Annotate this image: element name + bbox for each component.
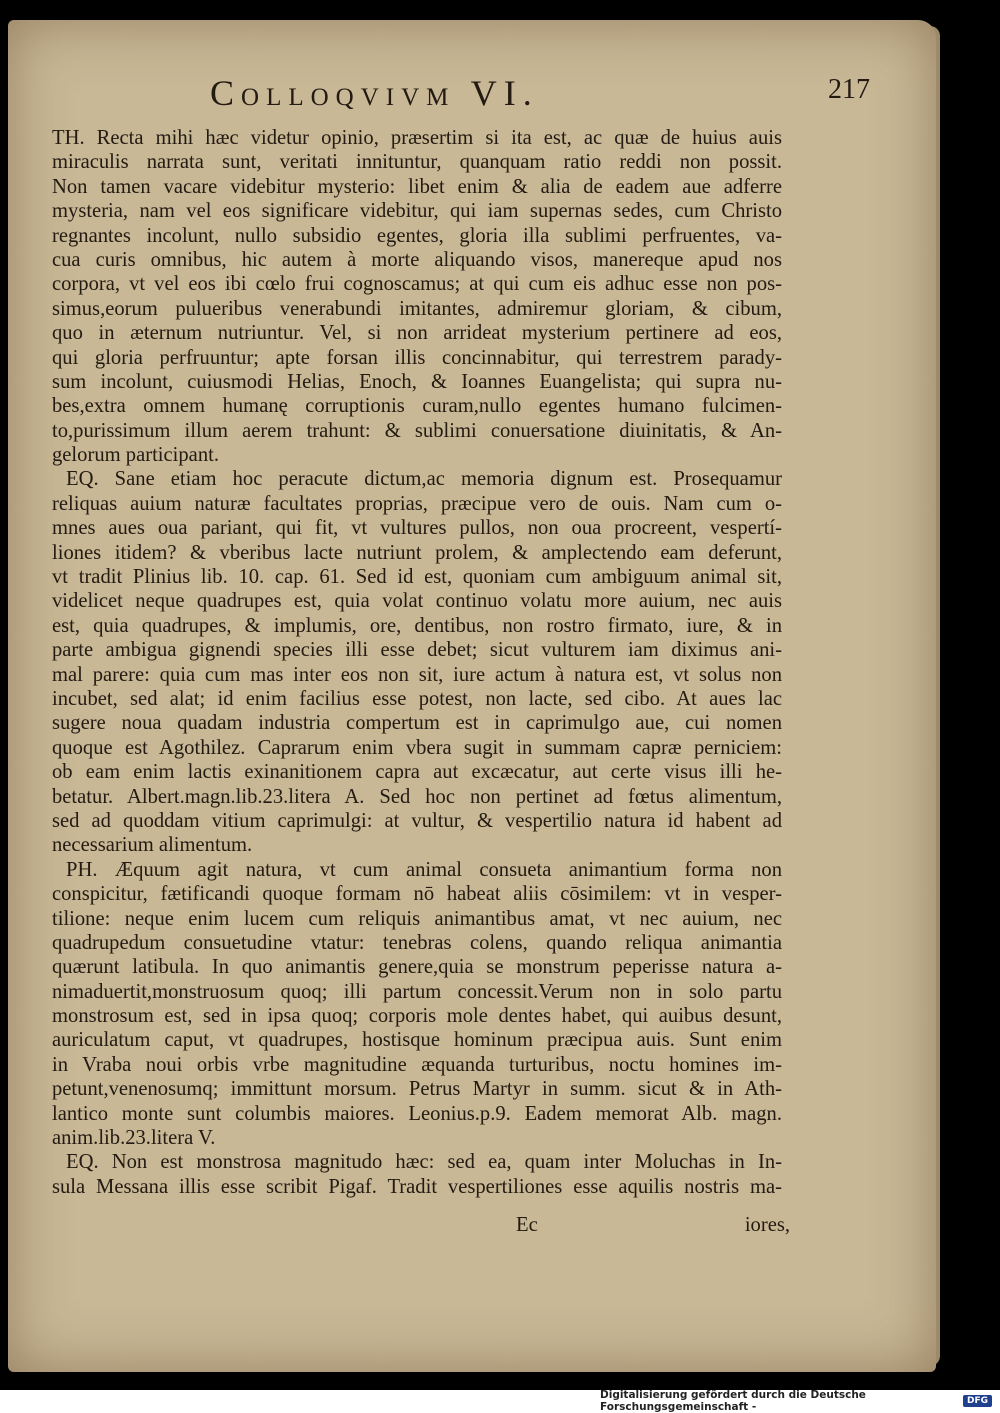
text-line: corpora, vt vel eos ibi cœlo frui cognoscamus; at qui cum eis adhuc esse non pos-	[52, 273, 782, 296]
text-line: sula Messana illis esse scribit Pigaf. Tradit vespertiliones esse aquilis nostris ma-	[52, 1175, 782, 1198]
text-line: sum incolunt, cuiusmodi Helias, Enoch, & Ioannes Euangelista; qui supra nu-	[52, 370, 782, 393]
text-line: quoque est Agothilez. Caprarum enim vbera sugit in summam capræ perniciem:	[52, 736, 782, 759]
text-line: reliquas auium naturæ facultates proprias, præcipue vero de ouis. Nam cum o-	[52, 492, 782, 515]
digitization-footer	[600, 1389, 992, 1413]
text-line: quadrupedum consuetudine vtatur: tenebras colens, quando reliqua animantia	[52, 931, 782, 954]
page-number: 217	[828, 74, 870, 105]
text-line: petunt,venenosumq; immittunt morsum. Petrus Martyr in summ. sicut & in Ath-	[52, 1078, 782, 1101]
text-line: mnes aues oua pariant, qui fit, vt vultures pullos, non oua procreent, vespertí-	[52, 517, 782, 540]
text-line: EQ. Non est monstrosa magnitudo hæc: sed ea, quam inter Moluchas in In-	[66, 1151, 782, 1174]
text-line: incubet, sed alat; id enim facilius esse potest, non lacte, sed cibo. At aues lac	[52, 687, 782, 710]
text-line: simus,eorum pulueribus venerabundi imitantes, admiremur gloriam, & cibum,	[52, 297, 782, 320]
text-line: sugere noua quadam industria compertum est in caprimulgo aue, cui nomen	[52, 712, 782, 735]
text-line: ob eam enim lactis exinanitionem capra aut excæcatur, aut certe visus illi he-	[52, 761, 782, 784]
text-line: tilione: neque enim lucem cum reliquis animantibus amat, vt nec auium, nec	[52, 907, 782, 930]
text-line: necessarium alimentum.	[52, 834, 253, 857]
footer-credit: Digitalisierung gefördert durch die Deutsche Forschungsgemeinschaft -	[600, 1389, 866, 1413]
text-line: lantico monte sunt columbis maiores. Leonius.p.9. Eadem memorat Alb. magn.	[52, 1102, 782, 1125]
text-line: vt tradit Plinius lib. 10. cap. 61. Sed id est, quoniam cum ambiguum animal sit,	[52, 566, 782, 589]
text-line: nimaduertit,monstruosum quoq; illi partum concessit.Verum non in solo partu	[52, 980, 782, 1003]
catchword-line	[516, 1214, 790, 1237]
text-line: monstrosum est, sed in ipsa quoq; corporis mole dentes habet, qui auibus desunt,	[52, 1005, 782, 1028]
text-line: EQ. Sane etiam hoc peracute dictum,ac memoria dignum est. Prosequamur	[66, 468, 782, 491]
text-line: anim.lib.23.litera V.	[52, 1127, 216, 1150]
text-line: conspicitur, fætificandi quoque formam nō habeat aliis cōsimilem: vt in vesper-	[52, 883, 782, 906]
text-line: mysteria, nam vel eos significare videbitur, qui iam supernas sedes, cum Christo	[52, 200, 782, 223]
text-line: gelorum participant.	[52, 444, 219, 467]
text-line: betatur. Albert.magn.lib.23.litera A. Sed hoc non pertinet ad fœtus alimentum,	[52, 785, 782, 808]
signature-mark: Ec	[516, 1214, 538, 1236]
body-text	[52, 126, 782, 1199]
text-line: cua curis omnibus, hic autem à morte aliquando visos, manereque apud nos	[52, 248, 782, 271]
text-line: bes,extra omnem humanę corruptionis curam,nullo egentes humano fulcimen-	[52, 395, 782, 418]
text-line: regnantes incolunt, nullo subsidio egentes, gloria illa sublimi perfruentes, va-	[52, 224, 782, 247]
text-line: sed ad quoddam vitium caprimulgi: at vultur, & vespertilio natura id habent ad	[52, 809, 782, 832]
text-line: est, quia quadrupes, & implumis, ore, dentibus, non rostro firmato, iure, & in	[52, 614, 782, 637]
text-line: TH. Recta mihi hæc videtur opinio, præsertim si ita est, ac quæ de huius auis	[52, 127, 782, 149]
text-line: parte ambigua gignendi species illi esse debet; sicut vulturem iam diximus ani-	[52, 639, 782, 662]
text-line: quærunt latibula. In quo animantis genere,quia se monstrum peperisse natura a-	[52, 956, 782, 979]
text-line: PH. Æquum agit natura, vt cum animal consueta animantium forma non	[66, 858, 782, 881]
running-title: Colloqvivm VI.	[210, 73, 539, 113]
text-line: quo in æternum nutriuntur. Vel, si non arrideat mysterium pertinere ad eos,	[52, 322, 782, 345]
dfg-logo: DFG	[963, 1395, 992, 1407]
catchword: iores,	[744, 1214, 790, 1236]
page-header	[50, 72, 870, 116]
text-line: liones itidem? & vberibus lacte nutriunt prolem, & amplectendo eam deferunt,	[52, 541, 782, 564]
text-line: Non tamen vacare videbitur mysterio: libet enim & alia de eadem aue adferre	[52, 175, 782, 198]
text-line: miraculis narrata sunt, veritati innituntur, quanquam ratio reddi non possit.	[52, 151, 782, 174]
text-line: mal parere: quia cum mas inter eos non sit, iure actum à natura est, vt solus non	[52, 663, 782, 686]
text-line: auriculatum caput, vt quadrupes, hostisque hominum præcipua auis. Sunt enim	[52, 1029, 782, 1052]
text-line: in Vraba noui orbis vrbe magnitudine æquanda turturibus, noctu homines im-	[52, 1053, 782, 1076]
text-line: to,purissimum illum aerem trahunt: & sublimi conuersatione diuinitatis, & An-	[52, 419, 782, 442]
text-line: qui gloria perfruuntur; apte forsan illis concinnabitur, qui terrestrem parady-	[52, 346, 782, 369]
text-line: videlicet neque quadrupes est, quia volat continuo volatu more auium, nec auis	[52, 590, 782, 613]
